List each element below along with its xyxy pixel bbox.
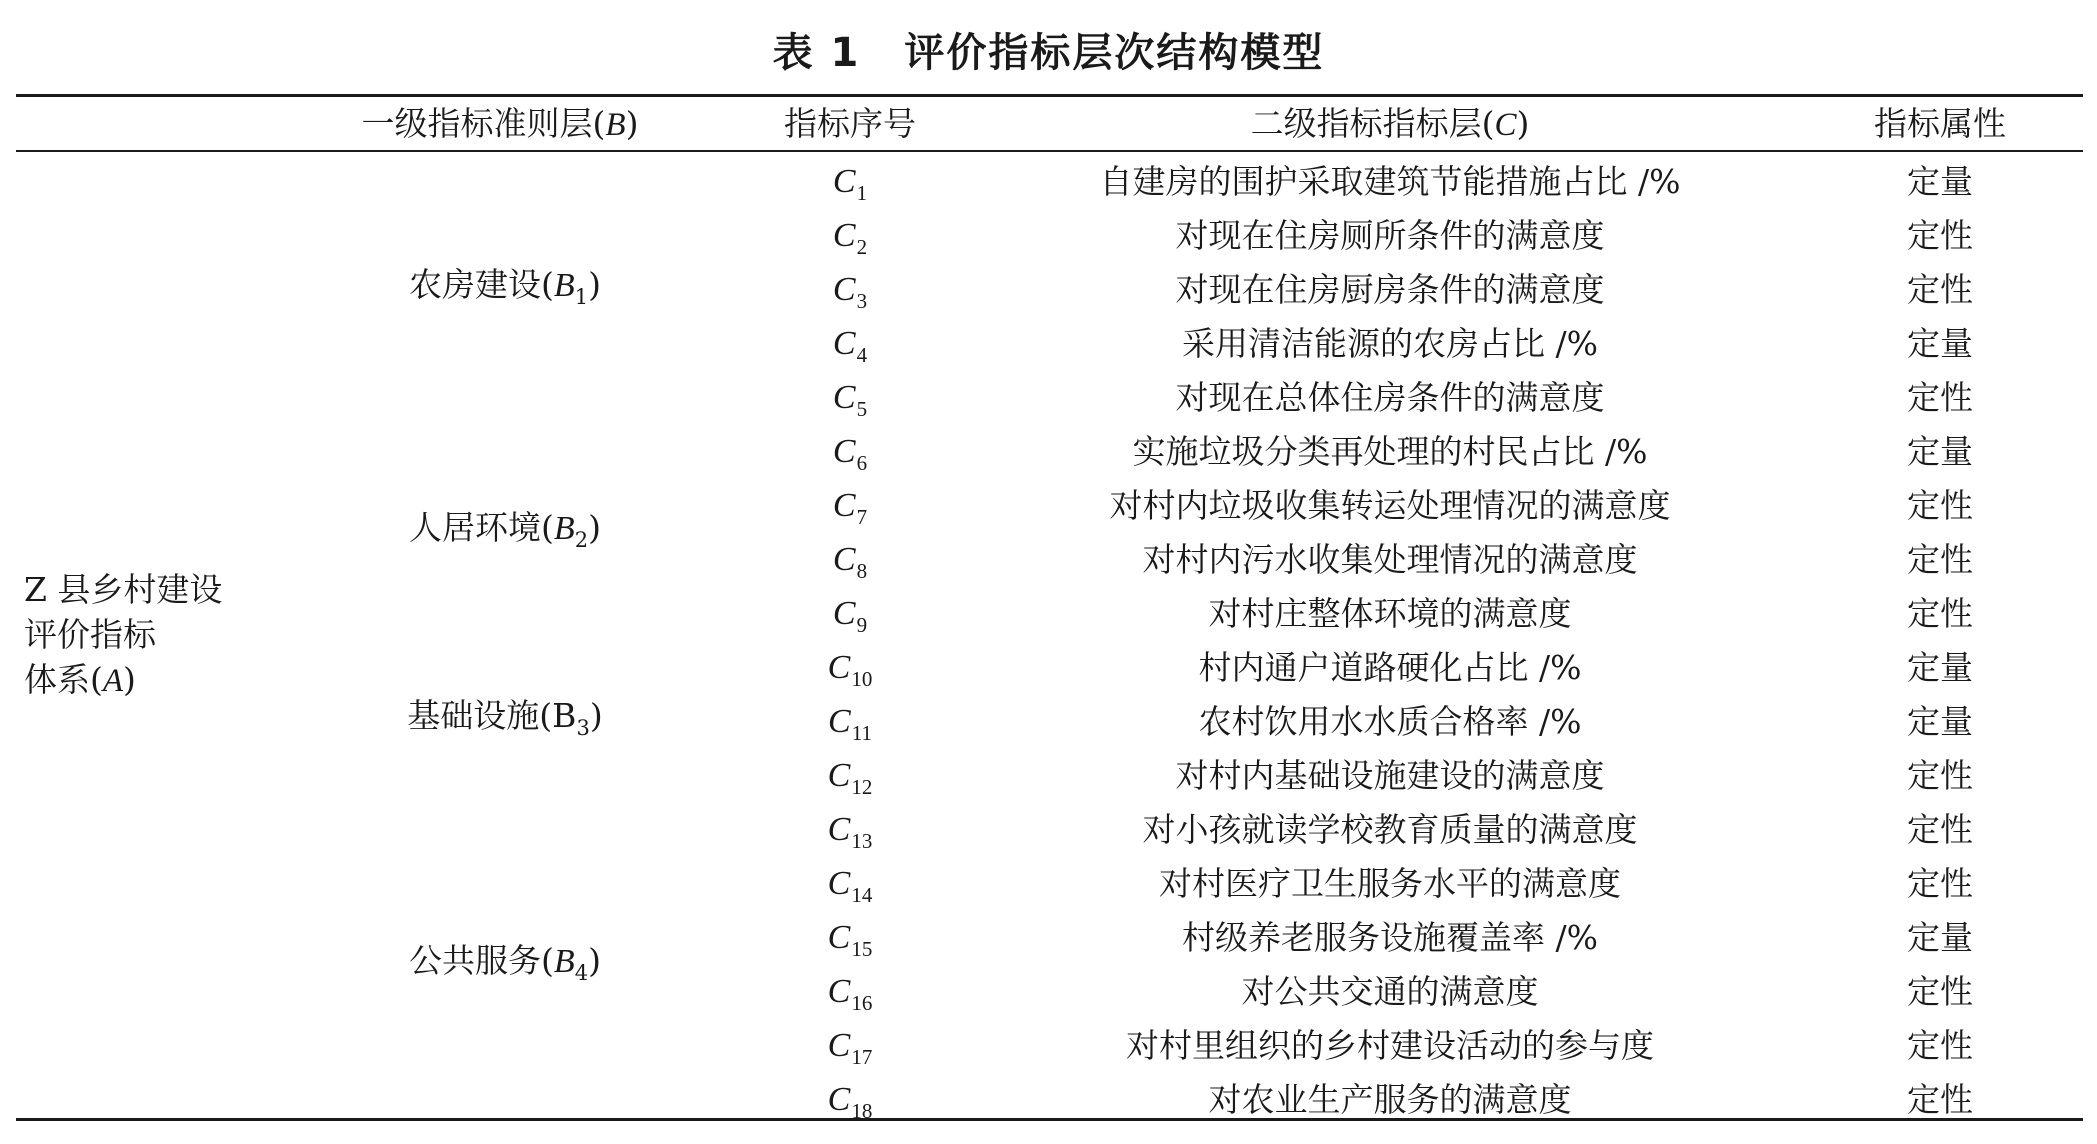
table-row xyxy=(0,695,2097,749)
indicator-index xyxy=(730,857,970,911)
indicator-index xyxy=(730,803,970,857)
indicator-attribute: 定量 xyxy=(1907,648,1973,687)
indicator-var: C xyxy=(827,1027,851,1064)
indicator-var: C xyxy=(832,433,856,470)
group-label: 人居环境( xyxy=(409,508,554,547)
indicator-attribute: 定性 xyxy=(1907,270,1973,309)
indicator-var: C xyxy=(832,595,856,632)
indicator-sub: 9 xyxy=(856,613,868,637)
header-criteria-text: 一级指标准则层( xyxy=(361,104,606,143)
indicator-index xyxy=(730,533,970,587)
indicator-attribute: 定性 xyxy=(1907,810,1973,849)
indicator-attribute: 定性 xyxy=(1907,756,1973,795)
group-var: B xyxy=(553,943,575,980)
indicator-name: 对公共交通的满意度 xyxy=(1241,972,1539,1011)
indicator-sub: 5 xyxy=(856,397,868,421)
indicator-attribute: 定性 xyxy=(1907,486,1973,525)
indicator-sub: 2 xyxy=(856,235,868,259)
indicator-sub: 11 xyxy=(851,721,872,745)
indicator-var: C xyxy=(827,811,851,848)
indicator-index xyxy=(730,965,970,1019)
indicator-sub: 13 xyxy=(851,829,873,853)
target-line-2: 评价指标 xyxy=(24,615,156,654)
indicator-attribute: 定量 xyxy=(1907,918,1973,957)
indicator-var: C xyxy=(832,163,856,200)
group-var: B xyxy=(553,267,575,304)
indicator-name: 自建房的围护采取建筑节能措施占比 /% xyxy=(1099,162,1681,201)
indicator-var: C xyxy=(827,919,851,956)
table-row xyxy=(0,587,2097,641)
table-row xyxy=(0,1019,2097,1073)
indicator-var: C xyxy=(827,973,851,1010)
indicator-sub: 10 xyxy=(851,667,873,691)
group-close: ) xyxy=(588,265,601,304)
group-close: ) xyxy=(589,696,603,735)
table-row xyxy=(0,803,2097,857)
table-row xyxy=(0,857,2097,911)
indicator-index xyxy=(730,749,970,803)
table-title xyxy=(0,20,2097,86)
group-sub: 4 xyxy=(574,961,589,985)
indicator-sub: 12 xyxy=(851,775,873,799)
header-criteria-var: B xyxy=(605,107,626,143)
indicator-index xyxy=(730,587,970,641)
indicator-name: 实施垃圾分类再处理的村民占比 /% xyxy=(1132,432,1648,471)
indicator-index xyxy=(730,371,970,425)
indicator-var: C xyxy=(828,703,851,740)
table-row xyxy=(0,317,2097,371)
indicator-name: 农村饮用水水质合格率 /% xyxy=(1198,702,1582,741)
indicator-var: C xyxy=(827,649,851,686)
indicator-var: C xyxy=(832,217,856,254)
top-rule xyxy=(16,94,2083,97)
indicator-index xyxy=(730,1073,970,1127)
indicator-sub: 17 xyxy=(851,1045,873,1069)
table-row xyxy=(0,371,2097,425)
table-caption: 评价指标层次结构模型 xyxy=(904,30,1325,76)
indicator-var: C xyxy=(832,487,856,524)
indicator-sub: 7 xyxy=(856,505,868,529)
indicator-var: C xyxy=(832,271,856,308)
indicator-rows xyxy=(0,155,2097,1127)
indicator-name: 对村医疗卫生服务水平的满意度 xyxy=(1159,864,1621,903)
table-row xyxy=(0,155,2097,209)
target-line-1: Z 县乡村建设 xyxy=(24,570,223,609)
indicator-index xyxy=(730,641,970,695)
indicator-name: 村级养老服务设施覆盖率 /% xyxy=(1182,918,1598,957)
header-indicator-close: ) xyxy=(1516,104,1530,143)
indicator-attribute: 定性 xyxy=(1907,594,1973,633)
group-label: 基础设施( xyxy=(407,696,553,735)
indicator-sub: 4 xyxy=(856,343,868,367)
indicator-sub: 1 xyxy=(856,181,868,205)
indicator-var: C xyxy=(832,325,856,362)
table-number: 表 1 xyxy=(772,30,861,76)
target-line-3-close: ) xyxy=(123,660,136,699)
indicator-var: C xyxy=(827,757,851,794)
indicator-sub: 16 xyxy=(851,991,873,1015)
indicator-sub: 14 xyxy=(851,883,873,907)
indicator-sub: 3 xyxy=(856,289,868,313)
header-indicator-text: 二级指标指标层( xyxy=(1250,104,1495,143)
indicator-index xyxy=(730,317,970,371)
indicator-var: C xyxy=(827,865,851,902)
table-row xyxy=(0,641,2097,695)
header-index: 指标序号 xyxy=(784,104,916,143)
indicator-attribute: 定性 xyxy=(1907,216,1973,255)
group-label: 公共服务( xyxy=(409,941,554,980)
indicator-name: 对村庄整体环境的满意度 xyxy=(1208,594,1572,633)
indicator-name: 村内通户道路硬化占比 /% xyxy=(1198,648,1582,687)
indicator-sub: 18 xyxy=(851,1099,873,1123)
indicator-name: 对现在住房厕所条件的满意度 xyxy=(1175,216,1605,255)
group-sub: 2 xyxy=(574,528,589,552)
indicator-name: 对村内污水收集处理情况的满意度 xyxy=(1142,540,1638,579)
indicator-attribute: 定性 xyxy=(1907,378,1973,417)
indicator-var: C xyxy=(827,1081,851,1118)
indicator-attribute: 定量 xyxy=(1907,162,1973,201)
indicator-index xyxy=(730,911,970,965)
indicator-name: 对村内垃圾收集转运处理情况的满意度 xyxy=(1109,486,1671,525)
table-row xyxy=(0,1073,2097,1127)
group-close: ) xyxy=(588,508,601,547)
target-line-3-text: 体系( xyxy=(24,660,103,699)
header-attribute: 指标属性 xyxy=(1874,104,2006,143)
header-criteria-close: ) xyxy=(625,104,639,143)
group-sub: 1 xyxy=(574,285,589,309)
indicator-attribute: 定性 xyxy=(1907,1026,1973,1065)
indicator-name: 对村里组织的乡村建设活动的参与度 xyxy=(1126,1026,1654,1065)
indicator-index xyxy=(730,695,970,749)
table-row xyxy=(0,911,2097,965)
indicator-index xyxy=(730,479,970,533)
group-var: B xyxy=(553,510,575,547)
table-row xyxy=(0,533,2097,587)
indicator-name: 对农业生产服务的满意度 xyxy=(1208,1080,1572,1119)
indicator-var: C xyxy=(832,379,856,416)
group-label: 农房建设( xyxy=(409,265,554,304)
indicator-attribute: 定性 xyxy=(1907,540,1973,579)
header-indicator-var: C xyxy=(1494,107,1517,143)
indicator-name: 采用清洁能源的农房占比 /% xyxy=(1182,324,1598,363)
indicator-attribute: 定性 xyxy=(1907,972,1973,1011)
indicator-sub: 15 xyxy=(851,937,873,961)
header-rule xyxy=(16,150,2083,152)
group-close: ) xyxy=(588,941,601,980)
indicator-var: C xyxy=(832,541,856,578)
table-row xyxy=(0,479,2097,533)
indicator-index xyxy=(730,263,970,317)
indicator-index xyxy=(730,1019,970,1073)
indicator-name: 对现在总体住房条件的满意度 xyxy=(1175,378,1605,417)
indicator-attribute: 定性 xyxy=(1907,864,1973,903)
indicator-index xyxy=(730,425,970,479)
table-row xyxy=(0,425,2097,479)
indicator-index xyxy=(730,155,970,209)
indicator-attribute: 定量 xyxy=(1907,324,1973,363)
indicator-name: 对村内基础设施建设的满意度 xyxy=(1175,756,1605,795)
group-sub: 3 xyxy=(576,716,590,740)
header-criteria-layer xyxy=(300,98,700,150)
table-row xyxy=(0,263,2097,317)
header-indicator-layer xyxy=(1040,98,1740,150)
indicator-attribute: 定性 xyxy=(1907,1080,1973,1119)
indicator-sub: 8 xyxy=(856,559,868,583)
indicator-index xyxy=(730,209,970,263)
indicator-sub: 6 xyxy=(856,451,868,475)
table-row xyxy=(0,749,2097,803)
indicator-name: 对小孩就读学校教育质量的满意度 xyxy=(1142,810,1638,849)
target-var: A xyxy=(102,663,124,699)
indicator-attribute: 定量 xyxy=(1907,702,1973,741)
table-row xyxy=(0,209,2097,263)
table-row xyxy=(0,965,2097,1019)
group-var: B xyxy=(552,696,577,735)
indicator-name: 对现在住房厨房条件的满意度 xyxy=(1175,270,1605,309)
indicator-attribute: 定量 xyxy=(1907,432,1973,471)
